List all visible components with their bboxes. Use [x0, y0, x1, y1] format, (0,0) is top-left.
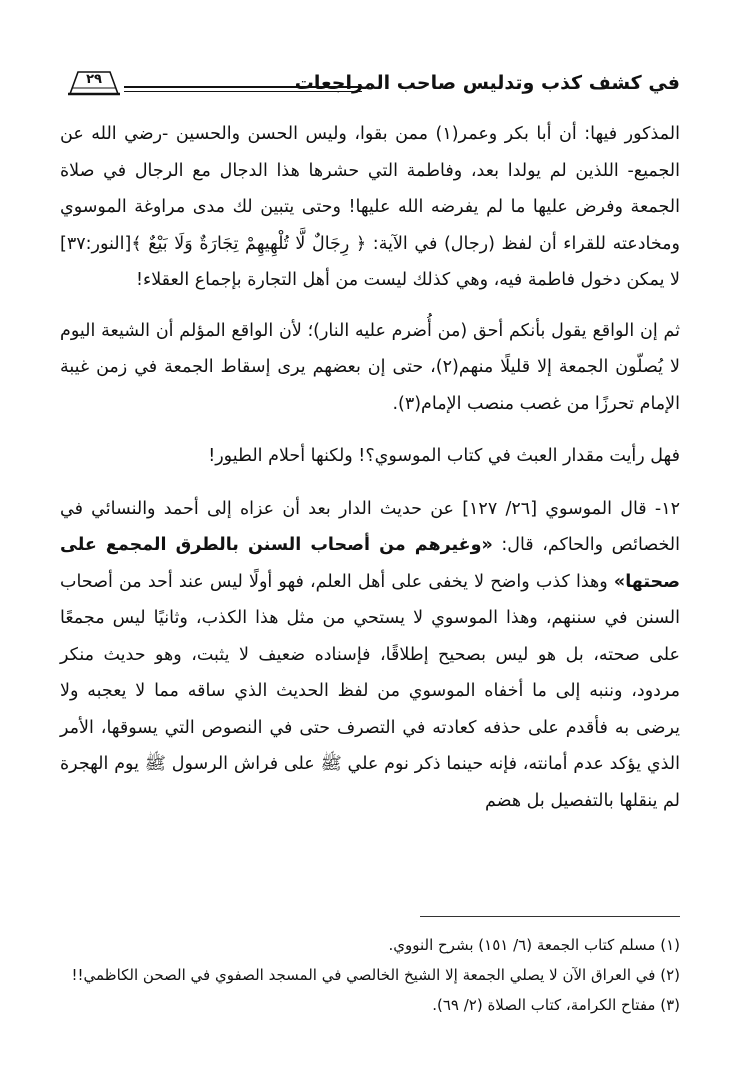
footnote-divider [420, 916, 680, 917]
footnote-3: (٣) مفتاح الكرامة، كتاب الصلاة (٢/ ٦٩). [432, 996, 680, 1014]
paragraph-4 [60, 491, 680, 820]
footnote-1: (١) مسلم كتاب الجمعة (٦/ ١٥١) بشرح النووي. [388, 936, 680, 954]
paragraph-3: فهل رأيت مقدار العبث في كتاب الموسوي؟! ولكنها أحلام الطيور! [208, 446, 680, 466]
footnote-2: (٢) في العراق الآن لا يصلي الجمعة إلا الشيخ الخالصي في المسجد الصفوي في الصحن الكاظمي!! [71, 966, 680, 984]
header-rule [124, 86, 362, 92]
running-header [60, 70, 680, 104]
paragraph-1: المذكور فيها: أن أبا بكر وعمر(١) ممن بقوا، وليس الحسن والحسين -رضي الله عن الجميع- اللذين لم يولدا بعد، وفاطمة التي حشرها هذا الدجال مع الرجال في صلاة الجمعة وفرض عليها ما لم يفرضه الله عليها! وحتى يتبين لك مدى مراوغة الموسوي ومخادعته للقراء أن لفظ (رجال) في الآية: ﴿ رِجَالٌ لَّا تُلْهِيهِمْ تِجَارَةٌ وَلَا بَيْعٌ ﴾[النور:٣٧] لا يمكن دخول فاطمة فيه، وهي كذلك ليست من أهل التجارة بإجماع العقلاء! [60, 124, 680, 290]
page-number: ٢٩ [86, 72, 102, 87]
paragraph-4-rest: وهذا كذب واضح لا يخفى على أهل العلم، فهو أولًا ليس عند أحد من أصحاب السنن في سننهم، وهذا الموسوي لا يستحي من مثل هذا الكذب، وثانيًا ليس مجمعًا على صحته، بل هو ليس بصحيح إطلاقًا، فإسناده ضعيف لا يثبت، وهو حديث منكر مردود، وننبه إلى ما أخفاه الموسوي من لفظ الحديث الذي ساقه مما لا يعجبه ولا يرضى به فأقدم على حذفه كعادته في التصرف حتى في النصوص التي يسوقها، الأمر الذي يؤكد عدم أمانته، فإنه حينما ذكر نوم علي ﷺ على فراش الرسول ﷺ يوم الهجرة لم ينقلها بالتفصيل بل هضم [60, 571, 680, 811]
header-title: في كشف كذب وتدليس صاحب المراجعات [294, 72, 680, 94]
paragraph-4-quote: «وغيرهم من أصحاب السنن بالطرق المجمع على صحتها» [60, 535, 680, 592]
page-number-badge [68, 70, 120, 96]
body-text [60, 116, 680, 819]
paragraph-4-intro: ١٢- قال الموسوي [٢٦/ ١٢٧] عن حديث الدار بعد أن عزاه إلى أحمد والنسائي في الخصائص والحاكم، قال: [60, 498, 680, 555]
footnotes [60, 930, 680, 1020]
paragraph-2: ثم إن الواقع يقول بأنكم أحق (من أُضرم عليه النار)؛ لأن الواقع المؤلم أن الشيعة اليوم لا يُصلّون الجمعة إلا قليلًا منهم(٢)، حتى إن بعضهم يرى إسقاط الجمعة في زمن غيبة الإمام تحرزًا من غصب منصب الإمام(٣). [60, 320, 680, 414]
